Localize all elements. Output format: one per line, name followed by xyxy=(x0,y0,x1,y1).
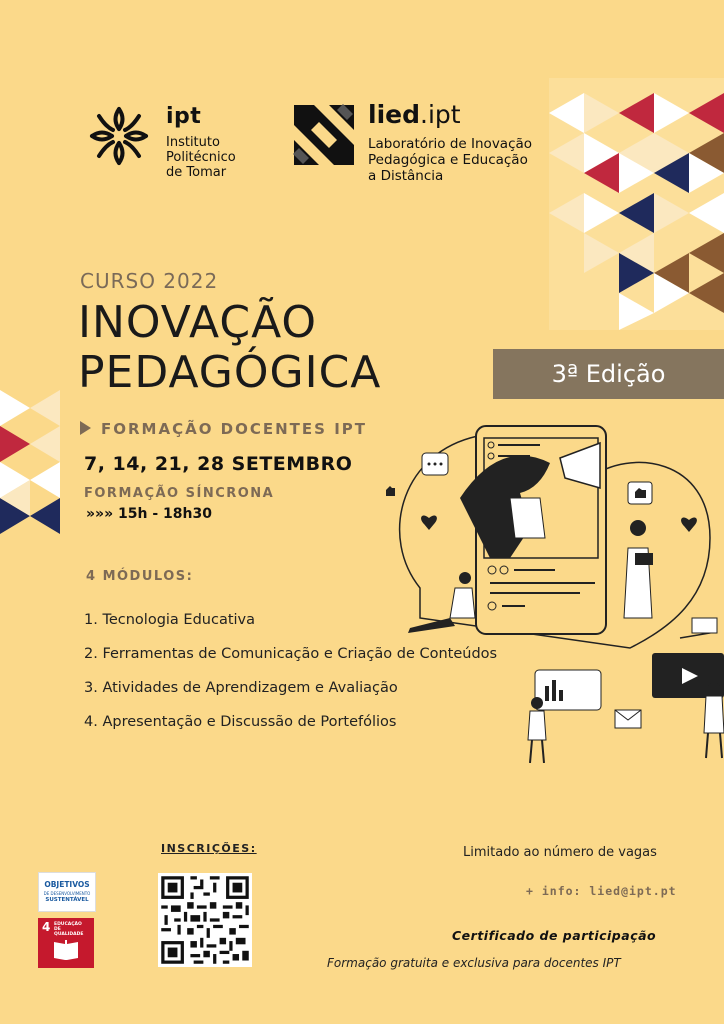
ipt-logo-icon xyxy=(86,103,152,169)
modules-heading: 4 MÓDULOS: xyxy=(86,569,194,584)
ipt-logo-subtitle xyxy=(166,135,236,180)
edition-badge: 3ª Edição xyxy=(493,349,724,399)
lied-sub-line2: Pedagógica e Educação xyxy=(368,152,528,168)
sdg-logo-icon xyxy=(38,872,96,912)
sdg4-label: EDUCAÇÃO DE QUALIDADE xyxy=(54,922,84,937)
limited-places-text: Limitado ao número de vagas xyxy=(463,845,657,860)
module-item-3: 3. Atividades de Aprendizagem e Avaliação xyxy=(84,680,398,696)
lied-name-rest: .ipt xyxy=(420,100,461,129)
sdg-title: OBJETIVOS xyxy=(44,880,90,889)
module-item-2: 2. Ferramentas de Comunicação e Criação de Conteúdos xyxy=(84,646,498,662)
formacao-text: FORMAÇÃO DOCENTES IPT xyxy=(101,420,367,438)
lied-logo-icon xyxy=(289,100,359,170)
inscricoes-label: INSCRIÇÕES: xyxy=(161,842,257,855)
ipt-logo-name: ipt xyxy=(166,104,202,129)
module-item-1: 1. Tecnologia Educativa xyxy=(84,612,256,628)
contact-info[interactable]: + info: lied@ipt.pt xyxy=(526,884,677,898)
sdg4-badge xyxy=(38,918,94,968)
sdg-subtitle: DE DESENVOLVIMENTO xyxy=(43,891,91,896)
formacao-mode: FORMAÇÃO SÍNCRONA xyxy=(84,486,275,501)
module-item-4: 4. Apresentação e Discussão de Portefólios xyxy=(84,714,397,730)
lied-sub-line1: Laboratório de Inovação xyxy=(368,136,533,152)
course-title-line2: PEDAGÓGICA xyxy=(78,347,382,398)
certificate-text: Certificado de participação xyxy=(452,928,657,943)
course-dates: 7, 14, 21, 28 SETEMBRO xyxy=(84,453,353,475)
social-media-illustration-icon xyxy=(380,418,724,763)
formacao-heading xyxy=(80,420,367,438)
play-triangle-icon xyxy=(80,421,91,435)
course-hours: »»» 15h - 18h30 xyxy=(86,506,212,522)
lied-logo-subtitle xyxy=(368,136,532,184)
lied-logo-name xyxy=(368,100,461,129)
ipt-sub-line1: Instituto xyxy=(166,135,220,150)
ipt-sub-line3: de Tomar xyxy=(166,165,227,180)
ipt-sub-line2: Politécnico xyxy=(166,150,236,165)
lied-name-bold: lied xyxy=(368,100,420,129)
course-title xyxy=(78,298,381,398)
sdg4-book-icon xyxy=(52,938,80,962)
lied-sub-line3: a Distância xyxy=(368,168,444,184)
course-title-line1: INOVAÇÃO xyxy=(78,297,318,348)
sdg4-number: 4 xyxy=(42,920,51,934)
sdg-subtitle2: SUSTENTÁVEL xyxy=(45,897,89,903)
triangle-pattern-left-icon xyxy=(0,390,70,540)
course-label: CURSO 2022 xyxy=(80,269,219,293)
free-training-text: Formação gratuita e exclusiva para docentes IPT xyxy=(327,956,621,970)
qr-code-icon[interactable] xyxy=(158,873,252,967)
triangle-pattern-top-right-icon xyxy=(549,78,724,330)
